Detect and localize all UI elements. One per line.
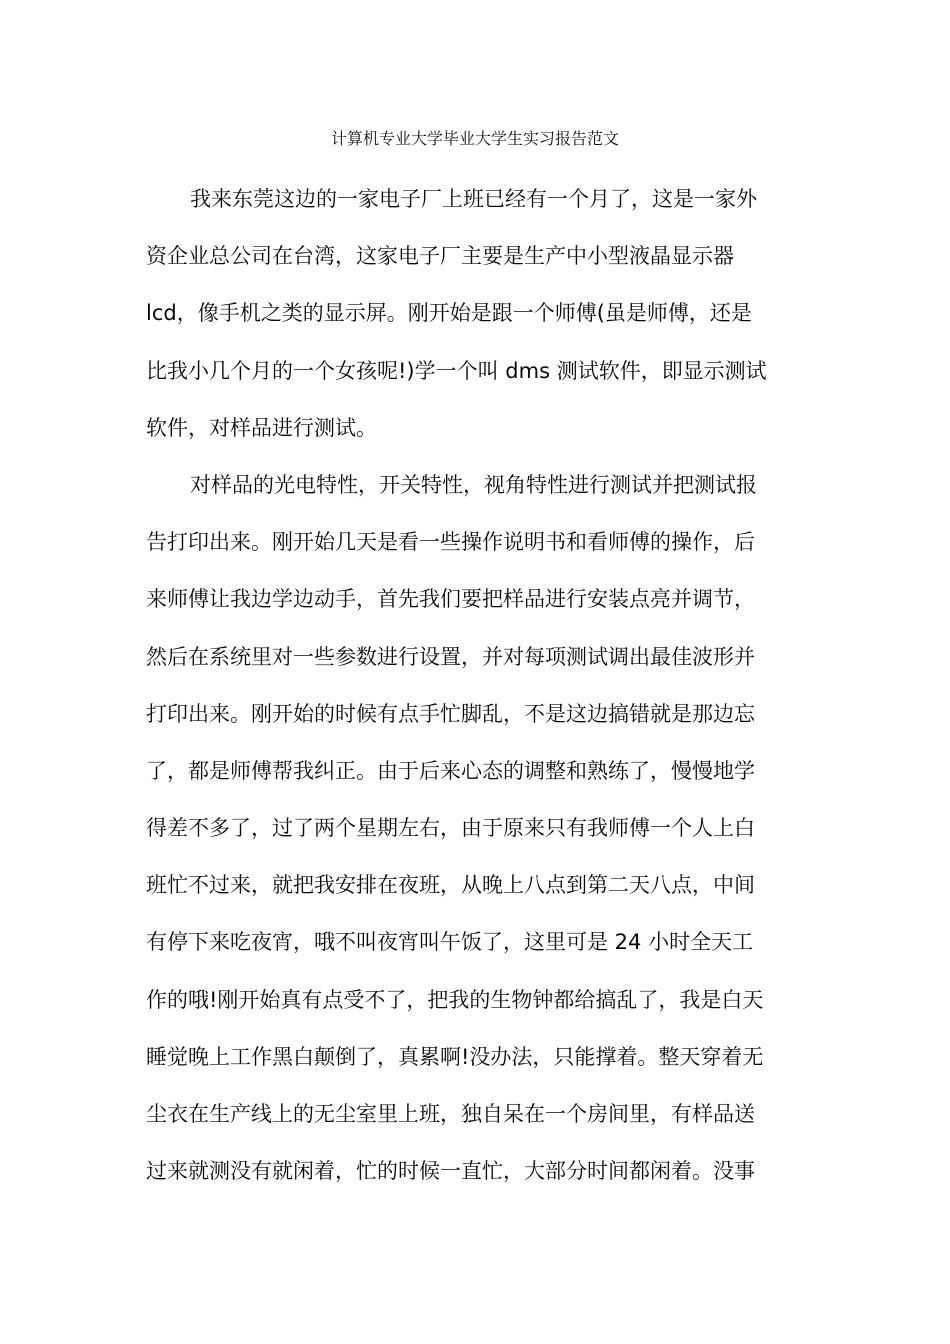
text-line: 打印出来。刚开始的时候有点手忙脚乱，不是这边搞错就是那边忘 (146, 701, 755, 726)
text-line: 睡觉晚上工作黑白颠倒了，真累啊!没办法，只能撑着。整天穿着无 (146, 1044, 764, 1069)
paragraph-1 (146, 171, 806, 457)
paragraph-2 (146, 457, 806, 1200)
document-title: 计算机专业大学毕业大学生实习报告范文 (330, 129, 619, 148)
text-line: 我来东莞这边的一家电子厂上班已经有一个月了，这是一家外 (190, 187, 757, 211)
text-line: 告打印出来。刚开始几天是看一些操作说明书和看师傅的操作，后 (146, 530, 755, 555)
text-line: lcd，像手机之类的显示屏。刚开始是跟一个师傅(虽是师傅，还是 (146, 301, 752, 326)
text-line: 来师傅让我边学边动手，首先我们要把样品进行安装点亮并调节， (146, 587, 755, 612)
text-line: 然后在系统里对一些参数进行设置，并对每项测试调出最佳波形并 (146, 644, 755, 669)
text-line: 比我小几个月的一个女孩呢!)学一个叫 dms 测试软件，即显示测试 (146, 358, 767, 383)
text-line: 尘衣在生产线上的无尘室里上班，独自呆在一个房间里，有样品送 (146, 1102, 755, 1126)
text-line: 资企业总公司在台湾，这家电子厂主要是生产中小型液晶显示器 (146, 244, 734, 269)
text-line: 班忙不过来，就把我安排在夜班，从晚上八点到第二天八点，中间 (146, 873, 755, 898)
text-line: 了，都是师傅帮我纠正。由于后来心态的调整和熟练了，慢慢地学 (146, 758, 755, 783)
text-line: 有停下来吃夜宵，哦不叫夜宵叫午饭了，这里可是 24 小时全天工 (146, 930, 754, 955)
text-line: 得差不多了，过了两个星期左右，由于原来只有我师傅一个人上白 (146, 816, 755, 841)
text-line: 对样品的光电特性，开关特性，视角特性进行测试并把测试报 (190, 472, 757, 497)
text-line: 作的哦!刚开始真有点受不了，把我的生物钟都给搞乱了，我是白天 (146, 987, 764, 1012)
text-line: 过来就测没有就闲着，忙的时候一直忙，大部分时间都闲着。没事 (146, 1159, 755, 1184)
text-line: 软件，对样品进行测试。 (146, 415, 377, 440)
document-body (146, 171, 806, 1200)
